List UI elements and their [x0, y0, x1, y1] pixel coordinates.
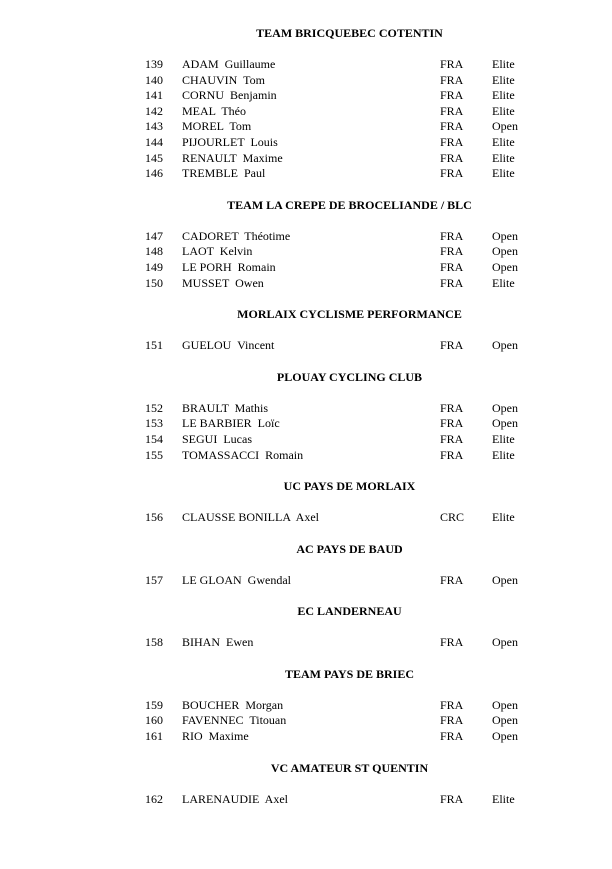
rider-row — [0, 88, 612, 104]
rider-category: Open — [492, 729, 518, 744]
rider-number: 151 — [145, 338, 163, 353]
team-section — [0, 761, 612, 808]
rider-category: Elite — [492, 88, 515, 103]
rider-nationality: FRA — [440, 119, 464, 134]
rider-nationality: FRA — [440, 697, 464, 712]
rider-name: GUELOU Vincent — [182, 338, 275, 353]
team-section — [0, 307, 612, 354]
rider-row — [0, 635, 612, 651]
rider-number: 148 — [145, 244, 163, 259]
rider-number: 162 — [145, 791, 163, 806]
team-section — [0, 479, 612, 526]
rider-nationality: FRA — [440, 431, 464, 446]
rider-category: Elite — [492, 57, 515, 71]
rider-name: RIO Maxime — [182, 729, 249, 744]
rider-nationality: FRA — [440, 150, 464, 165]
rider-number: 155 — [145, 447, 163, 462]
rider-category: Elite — [492, 150, 515, 165]
rider-row — [0, 698, 612, 714]
rider-nationality: FRA — [440, 729, 464, 744]
rider-nationality: FRA — [440, 72, 464, 87]
rider-number: 161 — [145, 729, 163, 744]
rider-nationality: FRA — [440, 275, 464, 290]
rider-name: LAOT Kelvin — [182, 244, 253, 259]
rider-name: ADAM Guillaume — [182, 57, 276, 71]
rider-row — [0, 166, 612, 182]
rider-name: LE PORH Romain — [182, 259, 276, 274]
rider-row — [0, 229, 612, 245]
rider-category: Open — [492, 259, 518, 274]
rider-number: 142 — [145, 103, 163, 118]
rider-number: 150 — [145, 275, 163, 290]
rider-number: 139 — [145, 57, 163, 71]
rider-number: 140 — [145, 72, 163, 87]
rider-category: Open — [492, 244, 518, 259]
rider-row — [0, 416, 612, 432]
rider-category: Elite — [492, 103, 515, 118]
rider-name: LARENAUDIE Axel — [182, 791, 288, 806]
rider-name: PIJOURLET Louis — [182, 134, 278, 149]
rider-row — [0, 73, 612, 89]
rider-number: 158 — [145, 635, 163, 650]
rider-category: Open — [492, 572, 518, 587]
rider-number: 153 — [145, 416, 163, 431]
rider-nationality: FRA — [440, 338, 464, 353]
rider-list — [0, 792, 612, 808]
rider-row — [0, 338, 612, 354]
rider-category: Elite — [492, 791, 515, 806]
rider-list — [0, 229, 612, 291]
team-name-heading: PLOUAY CYCLING CLUB — [276, 369, 423, 384]
rider-category: Elite — [492, 134, 515, 149]
rider-row — [0, 448, 612, 464]
team-section — [0, 370, 612, 463]
rider-list — [0, 57, 612, 182]
team-name-heading: VC AMATEUR ST QUENTIN — [270, 760, 429, 775]
rider-number: 146 — [145, 166, 163, 181]
rider-row — [0, 401, 612, 417]
team-rider-list — [0, 26, 612, 823]
rider-row — [0, 276, 612, 292]
team-name-heading: EC LANDERNEAU — [297, 604, 402, 619]
rider-category: Elite — [492, 510, 515, 525]
rider-row — [0, 510, 612, 526]
rider-number: 141 — [145, 88, 163, 103]
rider-name: MOREL Tom — [182, 119, 252, 134]
rider-number: 157 — [145, 572, 163, 587]
rider-category: Open — [492, 416, 518, 431]
rider-category: Open — [492, 338, 518, 353]
rider-category: Open — [492, 400, 518, 415]
rider-row — [0, 57, 612, 73]
rider-name: MUSSET Owen — [182, 275, 264, 290]
team-section — [0, 542, 612, 589]
rider-nationality: FRA — [440, 400, 464, 415]
rider-name: TOMASSACCI Romain — [182, 447, 304, 462]
rider-nationality: FRA — [440, 57, 464, 71]
rider-nationality: FRA — [440, 134, 464, 149]
rider-name: BIHAN Ewen — [182, 635, 254, 650]
rider-name: FAVENNEC Titouan — [182, 713, 287, 728]
rider-list — [0, 635, 612, 651]
rider-category: Elite — [492, 447, 515, 462]
team-section — [0, 667, 612, 745]
rider-name: RENAULT Maxime — [182, 150, 283, 165]
rider-list — [0, 698, 612, 745]
rider-number: 154 — [145, 431, 163, 446]
rider-name: BRAULT Mathis — [182, 400, 269, 415]
rider-row — [0, 729, 612, 745]
rider-nationality: FRA — [440, 244, 464, 259]
rider-number: 147 — [145, 228, 163, 243]
rider-category: Elite — [492, 275, 515, 290]
rider-name: LE BARBIER Loïc — [182, 416, 280, 431]
rider-row — [0, 432, 612, 448]
rider-category: Elite — [492, 72, 515, 87]
team-name-heading: MORLAIX CYCLISME PERFORMANCE — [237, 307, 462, 322]
rider-row — [0, 260, 612, 276]
rider-nationality: FRA — [440, 416, 464, 431]
team-section — [0, 26, 612, 182]
rider-name: CADORET Théotime — [182, 228, 291, 243]
rider-row — [0, 792, 612, 808]
rider-name: LE GLOAN Gwendal — [182, 572, 291, 587]
rider-nationality: CRC — [440, 510, 465, 525]
rider-number: 149 — [145, 259, 163, 274]
rider-name: TREMBLE Paul — [182, 166, 266, 181]
team-section — [0, 604, 612, 651]
team-section — [0, 198, 612, 291]
rider-row — [0, 244, 612, 260]
team-name-heading: UC PAYS DE MORLAIX — [283, 479, 416, 494]
rider-number: 143 — [145, 119, 163, 134]
team-name-heading: TEAM LA CREPE DE BROCELIANDE / BLC — [227, 197, 472, 212]
rider-category: Open — [492, 228, 518, 243]
rider-name: CHAUVIN Tom — [182, 72, 265, 87]
rider-category: Open — [492, 635, 518, 650]
rider-row — [0, 135, 612, 151]
rider-number: 159 — [145, 697, 163, 712]
rider-nationality: FRA — [440, 228, 464, 243]
rider-category: Elite — [492, 166, 515, 181]
rider-list — [0, 338, 612, 354]
rider-list — [0, 573, 612, 589]
team-name-heading: TEAM BRICQUEBEC COTENTIN — [256, 26, 443, 40]
team-name-heading: AC PAYS DE BAUD — [296, 541, 403, 556]
rider-category: Open — [492, 697, 518, 712]
rider-row — [0, 119, 612, 135]
rider-number: 156 — [145, 510, 163, 525]
rider-nationality: FRA — [440, 635, 464, 650]
rider-list — [0, 401, 612, 463]
rider-number: 145 — [145, 150, 163, 165]
rider-name: CORNU Benjamin — [182, 88, 277, 103]
rider-nationality: FRA — [440, 103, 464, 118]
rider-name: BOUCHER Morgan — [182, 697, 284, 712]
rider-name: MEAL Théo — [182, 103, 246, 118]
rider-nationality: FRA — [440, 713, 464, 728]
team-name-heading: TEAM PAYS DE BRIEC — [284, 666, 415, 681]
rider-nationality: FRA — [440, 88, 464, 103]
rider-number: 160 — [145, 713, 163, 728]
rider-nationality: FRA — [440, 447, 464, 462]
rider-number: 144 — [145, 134, 163, 149]
rider-category: Open — [492, 713, 518, 728]
rider-nationality: FRA — [440, 572, 464, 587]
rider-row — [0, 713, 612, 729]
rider-row — [0, 151, 612, 167]
rider-number: 152 — [145, 400, 163, 415]
rider-row — [0, 573, 612, 589]
rider-row — [0, 104, 612, 120]
rider-name: CLAUSSE BONILLA Axel — [182, 510, 320, 525]
rider-nationality: FRA — [440, 791, 464, 806]
rider-category: Elite — [492, 431, 515, 446]
rider-nationality: FRA — [440, 166, 464, 181]
rider-category: Open — [492, 119, 518, 134]
rider-nationality: FRA — [440, 259, 464, 274]
rider-name: SEGUI Lucas — [182, 431, 252, 446]
rider-list — [0, 510, 612, 526]
